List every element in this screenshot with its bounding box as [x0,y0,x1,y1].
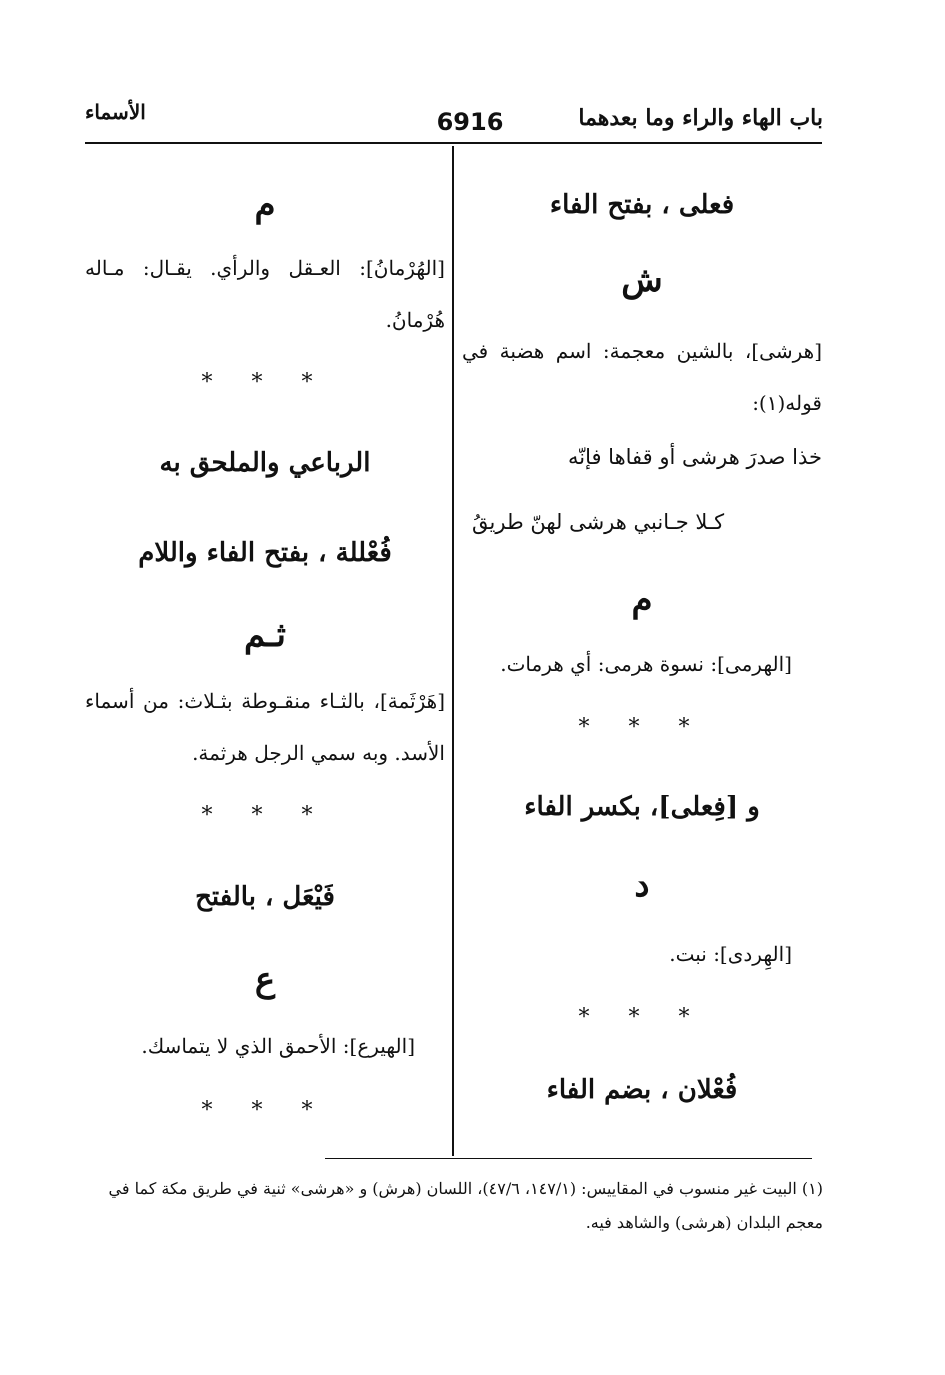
verse-line-2: كـلا جـانبي هرشى لهنّ طريقُ [472,510,725,534]
heading-fayal: فَيْعَل ، بالفتح [195,882,335,912]
entry-harma: [الهرمى]: نسوة هرمى: أي هرمات. [500,652,792,676]
entry-harsha: [هرشى]، بالشين معجمة: اسم هضبة في قوله(١): [462,339,822,415]
stars-divider: * * * [201,1098,329,1123]
heading-rubai: الرباعي والملحق به [159,448,371,478]
footnote-rule [325,1158,812,1159]
heading-fila-kasr: و [فِعلى]، بكسر الفاء [524,792,760,822]
stars-divider: * * * [201,370,329,395]
page-number: 6916 [436,108,504,136]
entry-hayra: [الهيرع]: الأحمق الذي لا يتماسك. [141,1034,415,1058]
verse-line-1: خذا صدرَ هرشى أو قفاها فإنّه [567,445,822,469]
letter-dal: د [634,865,650,905]
heading-fulan-damm: فُعْلان ، بضم الفاء [546,1075,738,1105]
right-column [462,160,822,1150]
stars-divider: * * * [201,803,329,828]
entry-hurman: [الهُرْمانُ]: العـقل والرأي. يقـال: مـاله هُرْمانُ. [85,256,445,332]
letter-tha: ثـم [243,615,287,655]
letter-mim: م [254,185,276,225]
letter-mim: م [631,580,653,620]
left-column [85,160,445,1150]
stars-divider: * * * [578,1005,706,1030]
stars-divider: * * * [578,715,706,740]
footnote: (١) البيت غير منسوب في المقاييس: (١٤٧/١، ٤٧/٦)، اللسان (هرش) و «هرشى» ثنية في طريق مكة كما في معجم البلدان (هرشى) والشاهد فيه. [108,1179,823,1232]
running-head-left: الأسماء [85,100,146,124]
letter-ayn: ع [254,960,276,1000]
heading-fala-fath: فعلى ، بفتح الفاء [549,190,735,220]
entry-hirda: [الهِردى]: نبت. [669,942,792,966]
entry-harthama: [هَرْثَمة]، بالثـاء منقـوطة بثـلاث: من أسماء الأسد. وبه سمي الرجل هرثمة. [85,689,445,765]
letter-shin: ش [621,260,663,300]
heading-fulala: فُعْللة ، بفتح الفاء واللام [138,538,392,568]
running-head-right: باب الهاء والراء وما بعدهما [578,105,823,131]
header-rule [85,142,822,144]
